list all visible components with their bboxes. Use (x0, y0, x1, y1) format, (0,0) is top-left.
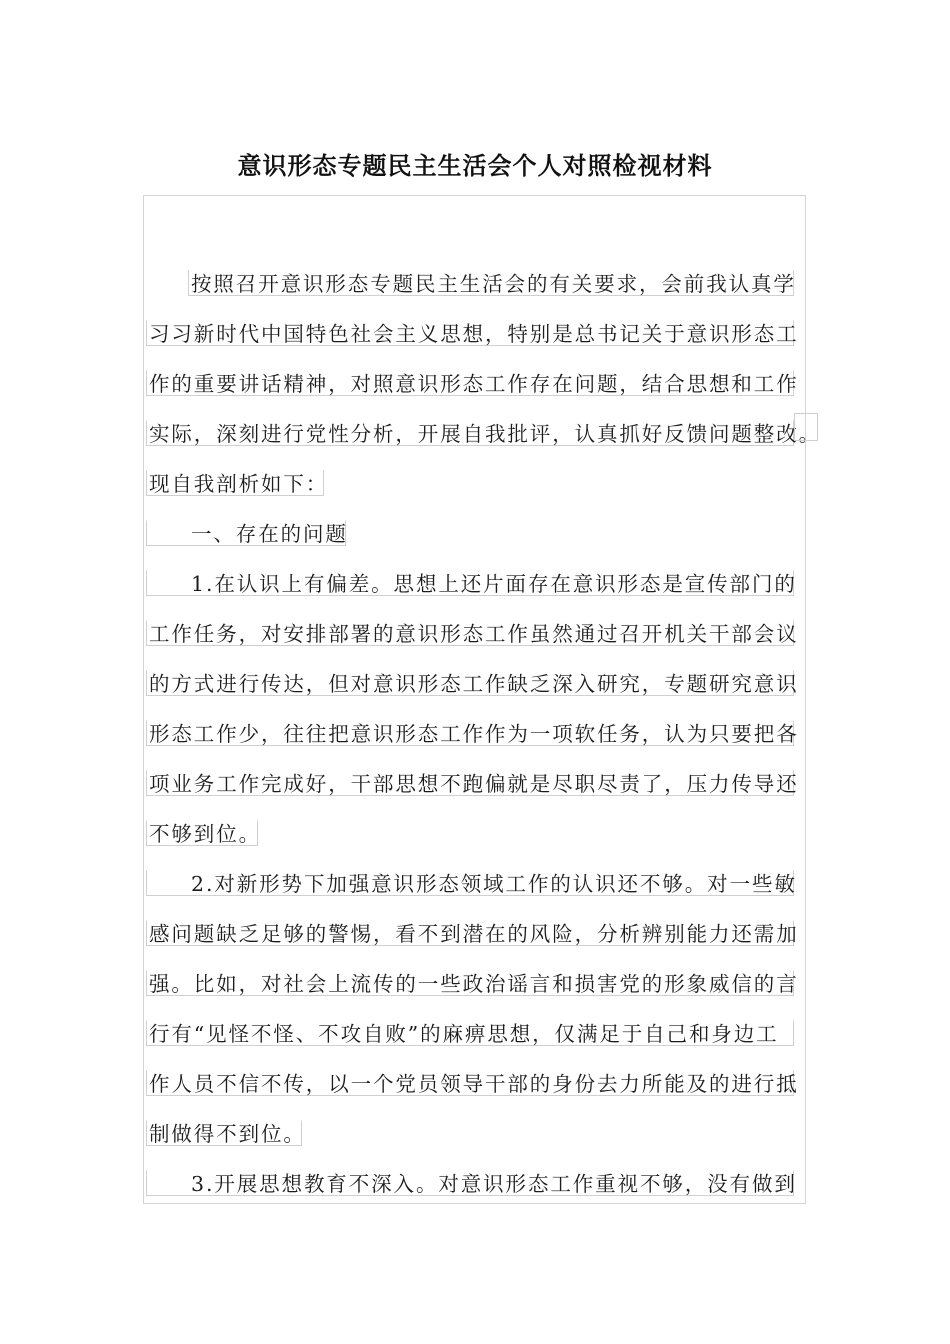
paragraph-intro-line-1: 按照召开意识形态专题民主生活会的有关要求，会前我认真学 (188, 270, 794, 296)
paragraph-intro-line-2: 习习新时代中国特色社会主义思想，特别是总书记关于意识形态工 (146, 320, 794, 346)
item-1-line-5: 项业务工作完成好，干部思想不跑偏就是尽职尽责了，压力传导还 (146, 770, 794, 796)
item-1-line-4: 形态工作少，往往把意识形态工作作为一项软任务，认为只要把各 (146, 720, 794, 746)
item-2-line-2: 感问题缺乏足够的警惕，看不到潜在的风险，分析辨别能力还需加 (146, 920, 794, 946)
item-1-line-3: 的方式进行传达，但对意识形态工作缺乏深入研究，专题研究意识 (146, 670, 794, 696)
item-2-line-1: 2.对新形势下加强意识形态领域工作的认识还不够。对一些敏 (146, 870, 794, 896)
document-title: 意识形态专题民主生活会个人对照检视材料 (237, 151, 713, 180)
item-3-line-1: 3.开展思想教育不深入。对意识形态工作重视不够，没有做到 (146, 1170, 794, 1196)
section-heading: 一、存在的问题 (146, 520, 346, 546)
item-2-line-5: 作人员不信不传，以一个党员领导干部的身份去力所能及的进行抵 (146, 1070, 794, 1096)
paragraph-intro-line-4: 实际，深刻进行党性分析，开展自我批评，认真抓好反馈问题整改。 (146, 420, 794, 446)
item-1-line-1: 1.在认识上有偏差。思想上还片面存在意识形态是宣传部门的 (146, 570, 794, 596)
item-1-line-6: 不够到位。 (146, 820, 258, 846)
paragraph-intro-line-5: 现自我剖析如下： (146, 470, 324, 496)
overflow-marker (794, 413, 818, 441)
item-2-line-6: 制做得不到位。 (146, 1120, 302, 1146)
item-1-line-2: 工作任务，对安排部署的意识形态工作虽然通过召开机关干部会议 (146, 620, 794, 646)
item-2-line-3: 强。比如，对社会上流传的一些政治谣言和损害党的形象威信的言 (146, 970, 794, 996)
item-2-line-4: 行有“见怪不怪、不攻自败”的麻痹思想，仅满足于自己和身边工 (146, 1020, 794, 1046)
paragraph-intro-line-3: 作的重要讲话精神，对照意识形态工作存在问题，结合思想和工作 (146, 370, 794, 396)
